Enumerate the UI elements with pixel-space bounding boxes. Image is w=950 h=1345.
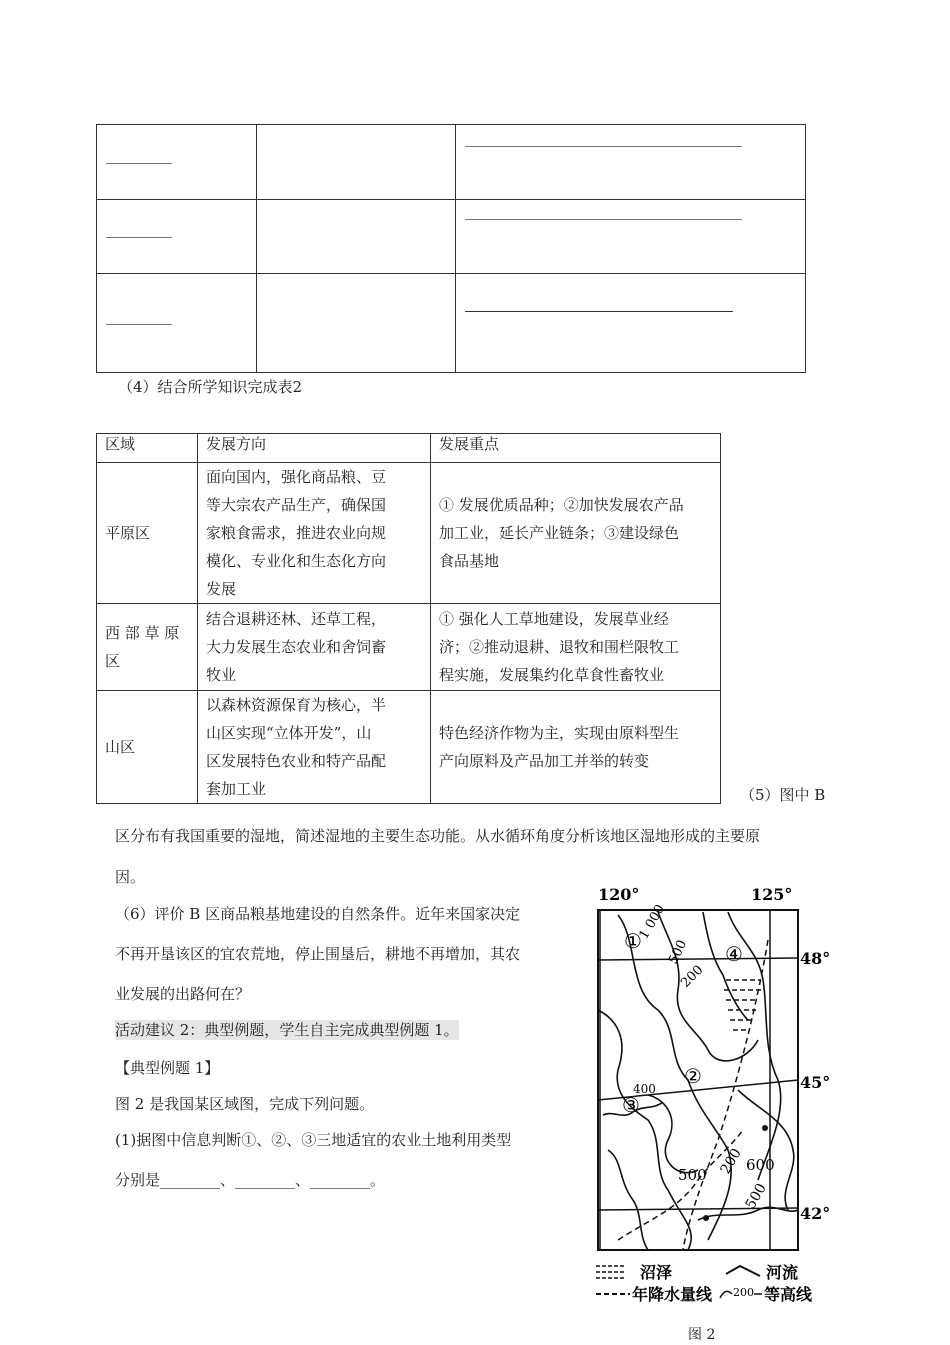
lat-42-label: 42°: [800, 1204, 831, 1223]
header-direction: 发展方向: [198, 434, 431, 463]
figure-caption: 图 2: [688, 1327, 716, 1343]
header-focus: 发展重点: [431, 434, 721, 463]
parallel-42: [598, 1208, 798, 1210]
site-marker-4: ④: [725, 942, 743, 966]
contour-label: 1 000: [636, 902, 669, 942]
lat-48-label: 48°: [800, 949, 831, 968]
contour-label: 500: [678, 1166, 707, 1184]
question-5-line3: 因。: [115, 868, 146, 886]
direction-plain: 面向国内，强化商品粮、豆 等大宗农产品生产，确保国 家粮食需求，推进农业向规 模化、专业化和生态化方向 发展: [198, 463, 431, 604]
direction-grassland: 结合退耕还林、还草工程， 大力发展生态农业和舍饲畜 牧业: [198, 604, 431, 691]
lon-125-label: 125°: [751, 885, 793, 904]
question-6-line2: 不再开垦该区的宜农荒地，停止围垦后，耕地不再增加，其农: [115, 945, 521, 963]
parallel-48: [598, 958, 798, 960]
blank-line[interactable]: [106, 237, 172, 238]
legend-rain-label: 年降水量线: [632, 1285, 713, 1304]
legend-swamp-symbol: [596, 1266, 624, 1278]
blank-line[interactable]: [465, 146, 742, 147]
contour-label: 200: [717, 1145, 745, 1177]
example-title: 【典型例题 1】: [115, 1059, 220, 1077]
city-dot: [703, 1215, 709, 1221]
region-plain: 平原区: [97, 463, 198, 604]
header-region: 区域: [97, 434, 198, 463]
contour-line: [648, 1095, 698, 1173]
contour-label: 500: [666, 937, 691, 967]
contour-line: [703, 912, 748, 1020]
legend-contour-symbol: [720, 1291, 732, 1298]
region-grassland: 西 部 草 原 区: [97, 604, 198, 691]
legend-contour-number: 200: [733, 1286, 754, 1299]
activity-suggestion: 活动建议 2：典型例题，学生自主完成典型例题 1。: [115, 1021, 459, 1039]
contour-label: 200: [678, 962, 707, 991]
legend-swamp-label: 沼泽: [640, 1263, 673, 1282]
legend-river-label: 河流: [766, 1263, 799, 1282]
region-mountain: 山区: [97, 691, 198, 804]
question-4: （4）结合所学知识完成表2: [118, 378, 303, 396]
question-6-line1: （6）评价 B 区商品粮基地建设的自然条件。近年来国家决定: [115, 905, 521, 923]
city-dot: [762, 1125, 768, 1131]
answer-table-1: [96, 124, 806, 373]
lon-120-label: 120°: [598, 885, 640, 904]
focus-grassland: ① 强化人工草地建设，发展草业经 济；②推动退耕、退牧和围栏限牧工 程实施，发展集约化草食性畜牧业: [431, 604, 721, 691]
focus-mountain: 特色经济作物为主，实现由原料型生 产向原料及产品加工并举的转变: [431, 691, 721, 804]
site-marker-2: ②: [684, 1064, 702, 1088]
lat-45-label: 45°: [800, 1073, 831, 1092]
example-question-1: (1)据图中信息判断①、②、③三地适宜的农业土地利用类型: [115, 1131, 512, 1149]
legend-contour-label: 等高线: [764, 1285, 813, 1304]
blank-line[interactable]: [106, 324, 172, 325]
blank-line[interactable]: [465, 311, 733, 312]
question-5-line2: 区分布有我国重要的湿地，简述湿地的主要生态功能。从水循环角度分析该地区湿地形成的主要原: [115, 827, 761, 845]
contour-line: [608, 1150, 648, 1250]
rainfall-line: [618, 1130, 743, 1240]
example-question-1-answer: 分别是________、________、________。: [115, 1171, 386, 1189]
table-2: [96, 433, 721, 804]
swamp-area: [724, 980, 762, 1030]
question-6-line3: 业发展的出路何在？: [115, 985, 251, 1003]
region-map: [588, 880, 838, 1320]
focus-plain: ① 发展优质品种；②加快发展农产品 加工业，延长产业链条；③建设绿色 食品基地: [431, 463, 721, 604]
example-intro: 图 2 是我国某区域图，完成下列问题。: [115, 1095, 375, 1113]
legend-river-symbol: [726, 1266, 760, 1276]
contour-label: 500: [742, 1180, 770, 1212]
direction-mountain: 以森林资源保育为核心，半 山区实现“立体开发”，山 区发展特色农业和特产品配 套加工业: [198, 691, 431, 804]
contour-line: [598, 1010, 691, 1250]
site-marker-1: ①: [624, 929, 642, 953]
blank-line[interactable]: [106, 163, 172, 164]
site-marker-3: ③: [622, 1093, 640, 1117]
contour-label: 600: [746, 1156, 775, 1174]
blank-line[interactable]: [465, 219, 742, 220]
contour-label: 400: [633, 1082, 656, 1096]
question-5-start: （5）图中 B: [740, 786, 826, 804]
